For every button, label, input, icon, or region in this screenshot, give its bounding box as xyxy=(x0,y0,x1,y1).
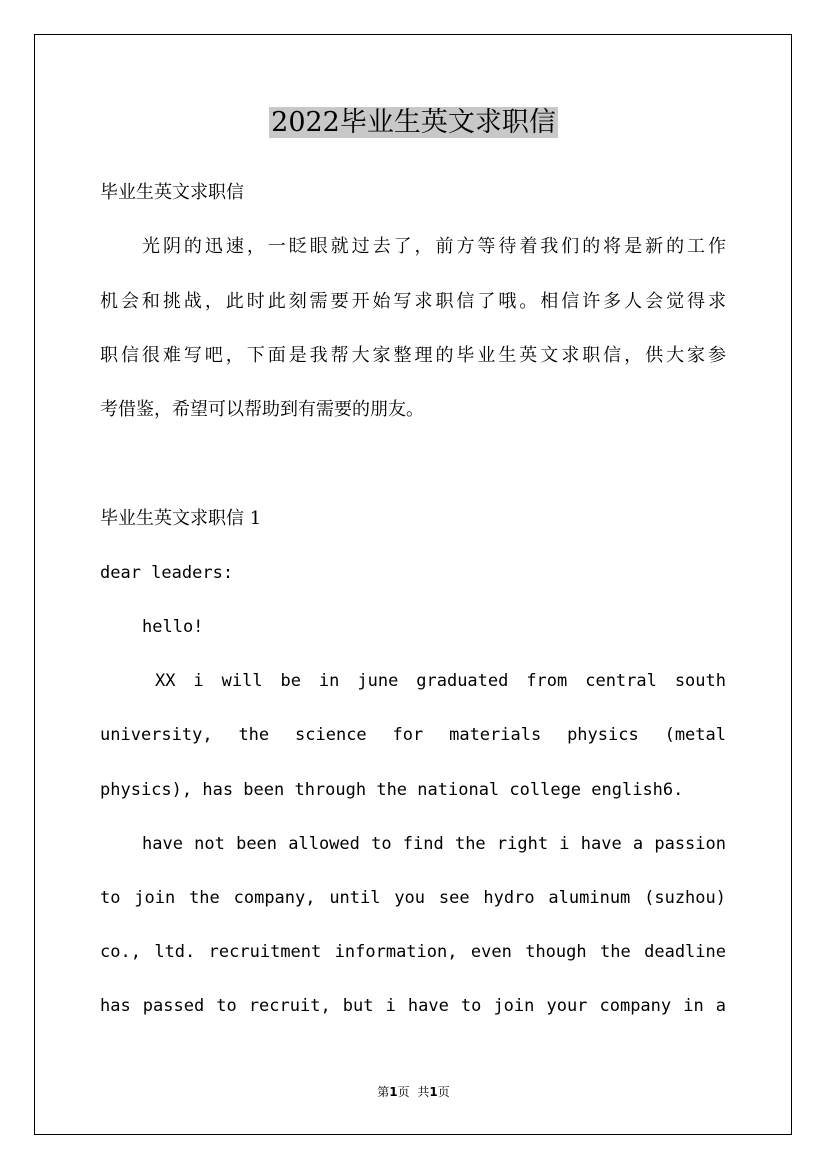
footer-page-num: 1 xyxy=(389,1085,398,1099)
intro-line-4: 考借鉴，希望可以帮助到有需要的朋友。 xyxy=(100,399,424,420)
page-footer xyxy=(0,1084,827,1100)
body-line-6: co., ltd. recruitment information, even though the deadline xyxy=(100,942,726,962)
body-line-7: has passed to recruit, but i have to join your company in a xyxy=(100,996,726,1016)
body-line-4: have not been allowed to find the right i have a passion xyxy=(142,834,726,854)
body-line-5: to join the company, until you see hydro aluminum (suzhou) xyxy=(100,888,726,908)
salutation: dear leaders: xyxy=(100,563,234,583)
document-title: 2022毕业生英文求职信 xyxy=(271,107,556,138)
footer-page-suffix: 页 xyxy=(397,1085,410,1099)
intro-line-1: 光阴的迅速，一眨眼就过去了，前方等待着我们的将是新的工作 xyxy=(142,236,726,257)
body-line-3: physics), has been through the national college english6. xyxy=(100,780,684,800)
intro-line-3: 职信很难写吧，下面是我帮大家整理的毕业生英文求职信，供大家参 xyxy=(100,345,726,366)
footer-total-prefix: 共 xyxy=(417,1085,430,1099)
subtitle: 毕业生英文求职信 xyxy=(100,182,244,203)
body-line-2: university, the science for materials physics (metal xyxy=(100,725,726,745)
footer-page-prefix: 第 xyxy=(377,1085,390,1099)
greeting: hello! xyxy=(142,617,204,637)
footer-total-suffix: 页 xyxy=(437,1085,450,1099)
body-line-1: XX i will be in june graduated from central south xyxy=(155,671,726,691)
section-heading: 毕业生英文求职信 1 xyxy=(100,508,262,529)
footer-total-num: 1 xyxy=(429,1085,438,1099)
intro-line-2: 机会和挑战，此时此刻需要开始写求职信了哦。相信许多人会觉得求 xyxy=(100,291,726,312)
